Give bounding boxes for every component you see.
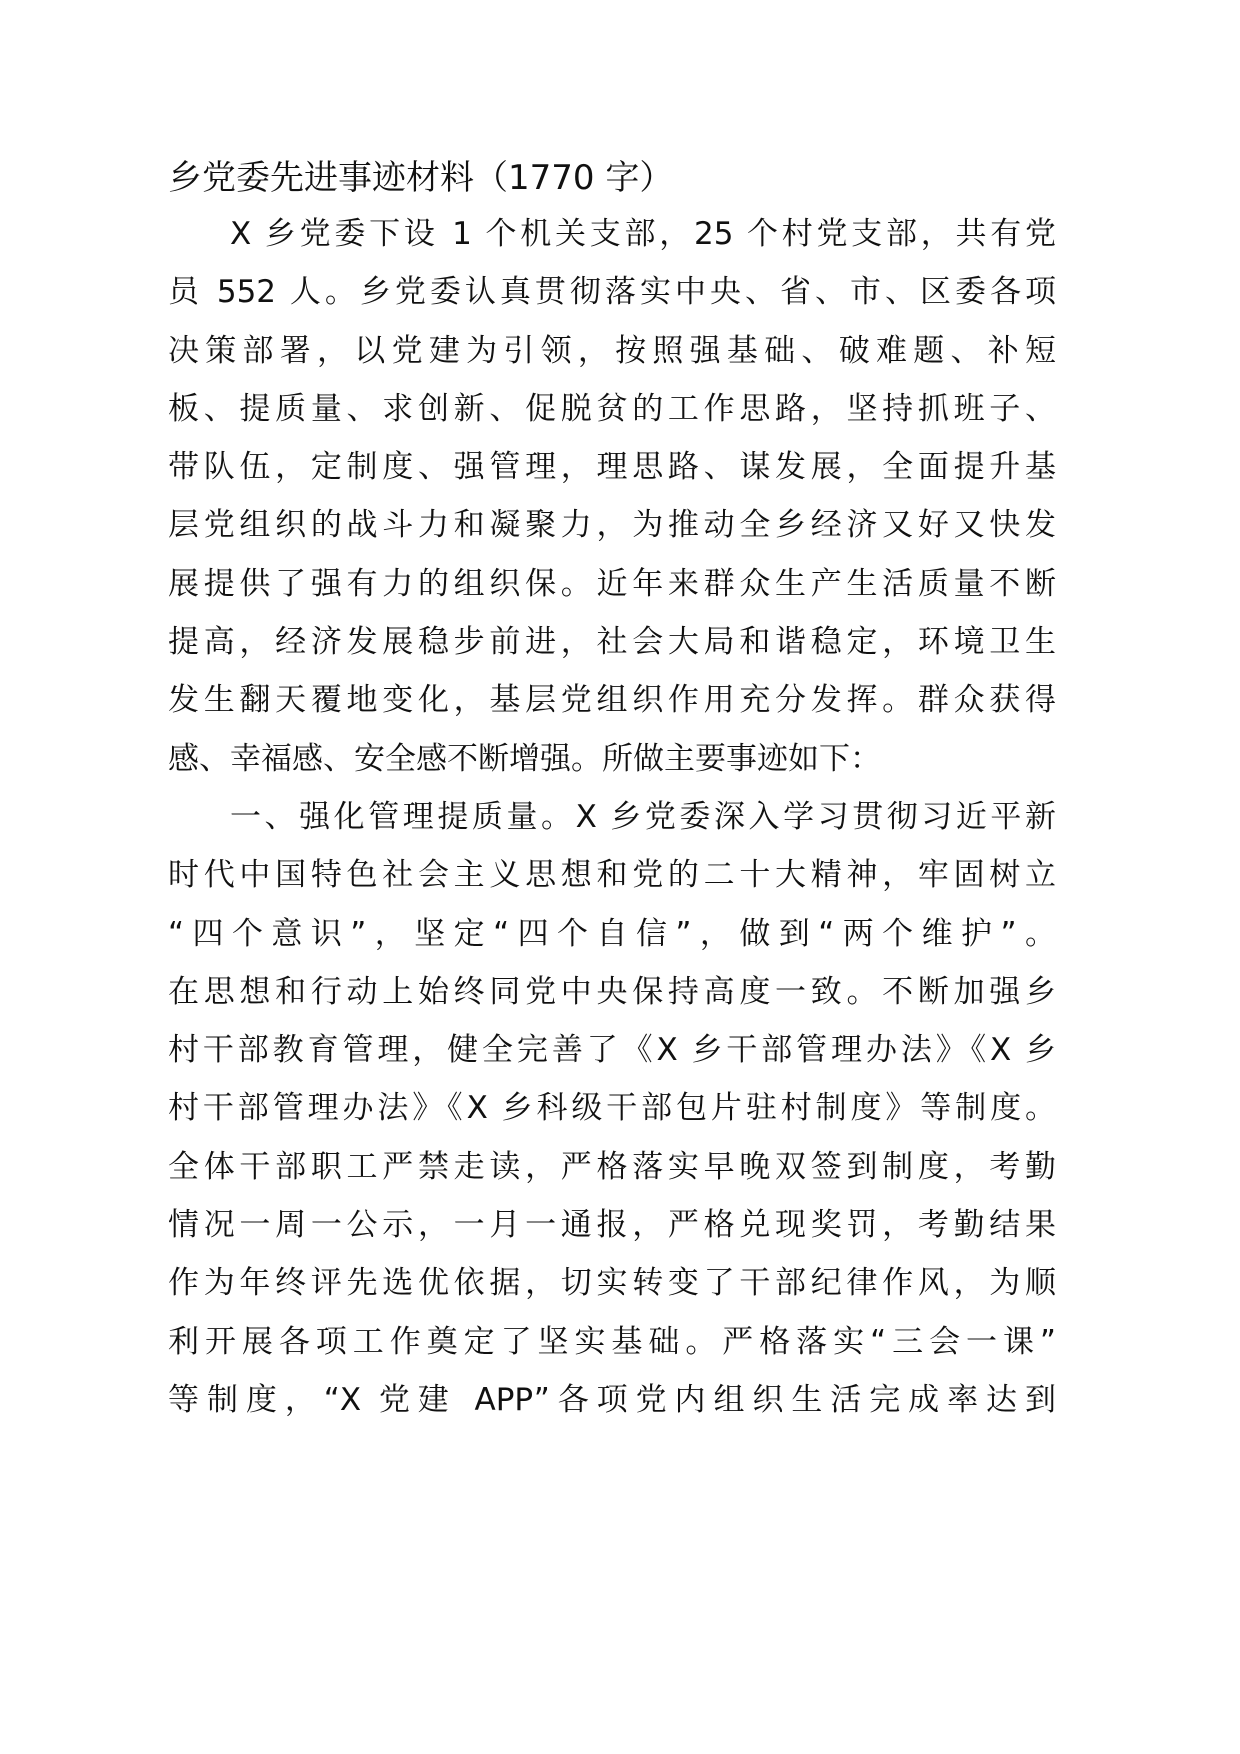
document-body [168, 205, 1056, 1429]
text-line: X 乡党委下设 1 个机关支部，25 个村党支部，共有党 [230, 216, 1056, 252]
text-line: 感、幸福感、安全感不断增强。所做主要事迹如下： [168, 740, 881, 777]
text-line: 村干部管理办法》《X 乡科级干部包片驻村制度》等制度。 [168, 1090, 1056, 1127]
text-line: 全体干部职工严禁走读，严格落实早晚双签到制度，考勤 [168, 1148, 1056, 1185]
text-line: 决策部署，以党建为引领，按照强基础、破难题、补短 [168, 332, 1056, 369]
text-line: 利开展各项工作奠定了坚实基础。严格落实“三会一课” [168, 1323, 1056, 1360]
text-line: “四个意识”，坚定“四个自信”，做到“两个维护”。 [168, 915, 1056, 952]
section-heading-line: 一、强化管理提质量。X 乡党委深入学习贯彻习近平新 [230, 798, 1056, 835]
text-line: 情况一周一公示，一月一通报，严格兑现奖罚，考勤结果 [168, 1207, 1056, 1244]
text-line: 员 552 人。乡党委认真贯彻落实中央、省、市、区委各项 [168, 274, 1056, 311]
text-line: 等制度，“X 党建 APP”各项党内组织生活完成率达到 [168, 1381, 1056, 1418]
text-line: 时代中国特色社会主义思想和党的二十大精神，牢固树立 [168, 857, 1056, 894]
document-title: 乡党委先进事迹材料（1770 字） [168, 158, 674, 198]
text-line: 层党组织的战斗力和凝聚力，为推动全乡经济又好又快发 [168, 507, 1056, 544]
text-line: 板、提质量、求创新、促脱贫的工作思路，坚持抓班子、 [168, 390, 1056, 427]
text-line: 村干部教育管理，健全完善了《X 乡干部管理办法》《X 乡 [168, 1032, 1056, 1069]
text-line: 带队伍，定制度、强管理，理思路、谋发展，全面提升基 [168, 449, 1056, 486]
text-line: 展提供了强有力的组织保。近年来群众生产生活质量不断 [168, 565, 1056, 602]
text-line: 提高，经济发展稳步前进，社会大局和谐稳定，环境卫生 [168, 624, 1056, 661]
text-line: 发生翻天覆地变化，基层党组织作用充分发挥。群众获得 [168, 682, 1056, 719]
text-line: 作为年终评先选优依据，切实转变了干部纪律作风，为顺 [168, 1265, 1056, 1302]
text-line: 在思想和行动上始终同党中央保持高度一致。不断加强乡 [168, 973, 1056, 1010]
